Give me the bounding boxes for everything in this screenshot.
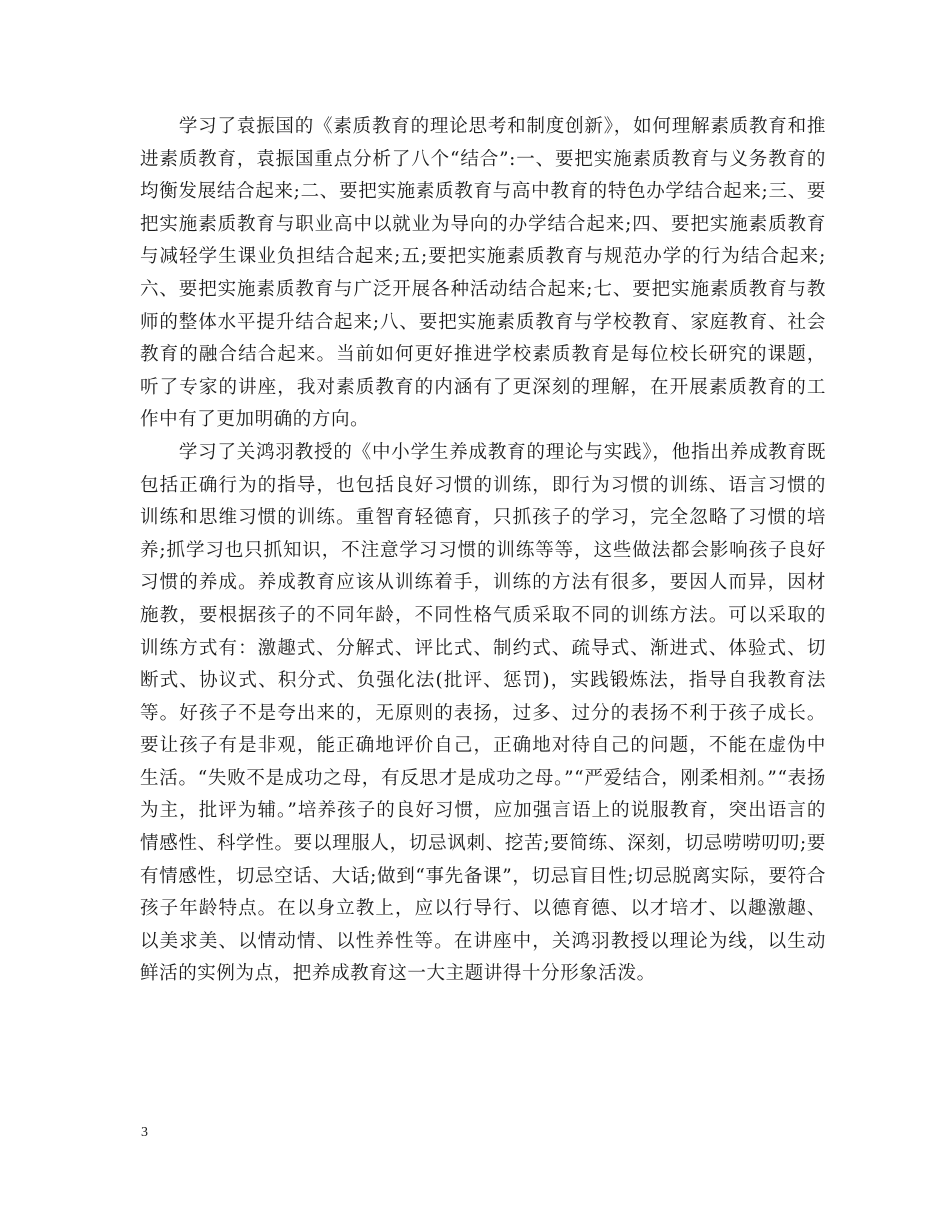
body-text — [140, 111, 826, 991]
page-number: 3 — [141, 1125, 148, 1140]
paragraph-1: 学习了袁振国的《素质教育的理论思考和制度创新》，如何理解素质教育和推进素质教育，袁振国重点分析了八个“结合”:一、要把实施素质教育与义务教育的均衡发展结合起来;二、要把实施素质教育与高中教育的特色办学结合起来;三、要把实施素质教育与职业高中以就业为导向的办学结合起来;四、要把实施素质教育与减轻学生课业负担结合起来;五;要把实施素质教育与规范办学的行为结合起来;六、要把实施素质教育与广泛开展各种活动结合起来;七、要把实施素质教育与教师的整体水平提升结合起来;八、要把实施素质教育与学校教育、家庭教育、社会教育的融合结合起来。当前如何更好推进学校素质教育是每位校长研究的课题，听了专家的讲座，我对素质教育的内涵有了更深刻的理解，在开展素质教育的工作中有了更加明确的方向。 — [140, 116, 826, 431]
paragraph-2: 学习了关鸿羽教授的《中小学生养成教育的理论与实践》，他指出养成教育既包括正确行为的指导，也包括良好习惯的训练，即行为习惯的训练、语言习惯的训练和思维习惯的训练。重智育轻德育，只抓孩子的学习，完全忽略了习惯的培养;抓学习也只抓知识，不注意学习习惯的训练等等，这些做法都会影响孩子良好习惯的养成。养成教育应该从训练着手，训练的方法有很多，要因人而异，因材施教，要根据孩子的不同年龄，不同性格气质采取不同的训练方法。可以采取的训练方式有：激趣式、分解式、评比式、制约式、疏导式、渐进式、体验式、切断式、协议式、积分式、负强化法(批评、惩罚)，实践锻炼法，指导自我教育法等。好孩子不是夸出来的，无原则的表扬，过多、过分的表扬不利于孩子成长。要让孩子有是非观，能正确地评价自己，正确地对待自己的问题，不能在虚伪中生活。“失败不是成功之母，有反思才是成功之母。”“严爱结合，刚柔相剂。”“表扬为主，批评为辅。”培养孩子的良好习惯，应加强言语上的说服教育，突出语言的情感性、科学性。要以理服人，切忌讽刺、挖苦;要简练、深刻，切忌唠唠叨叨;要有情感性，切忌空话、大话;做到“事先备课”，切忌盲目性;切忌脱离实际，要符合孩子年龄特点。在以身立教上，应以行导行、以德育德、以才培才、以趣激趣、以美求美、以情动情、以性养性等。在讲座中，关鸿羽教授以理论为线，以生动鲜活的实例为点，把养成教育这一大主题讲得十分形象活泼。 — [140, 441, 826, 985]
